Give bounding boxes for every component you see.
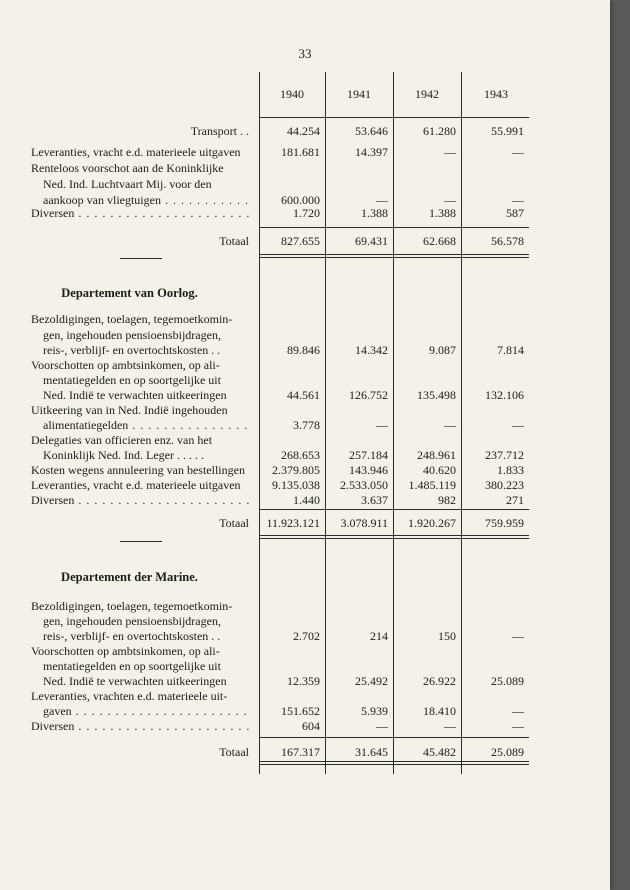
value-cell: 2.379.805 [272, 463, 320, 477]
label-voorschotten-cont: Ned. Indië te verwachten uitkeeringen [43, 674, 227, 688]
total-rule [259, 737, 529, 738]
value-cell: 53.646 [355, 124, 388, 138]
label-voorschotten-cont: mentatiegelden en op soortgelijke uit [43, 659, 221, 673]
value-cell: 7.814 [497, 343, 524, 357]
label-voorschotten: Voorschotten op ambtsinkomen, op ali- [31, 644, 220, 658]
value-cell: 3.078.911 [340, 516, 388, 530]
value-cell: 9.135.038 [272, 478, 320, 492]
value-cell: 5.939 [361, 704, 388, 718]
value-cell: 25.492 [355, 674, 388, 688]
total-rule [259, 227, 529, 228]
value-cell: — [444, 418, 456, 432]
label-delegaties: Delegaties van officieren enz. van het [31, 433, 213, 447]
label-voorschotten-cont: Ned. Indië te verwachten uitkeeringen [43, 388, 227, 402]
value-cell: 1.440 [293, 493, 320, 507]
label-diversen: Diversen . . . [31, 719, 249, 734]
value-cell: — [444, 719, 456, 733]
value-cell: 135.498 [417, 388, 456, 402]
value-cell: 1.833 [497, 463, 524, 477]
year-header-1940: 1940 [280, 87, 304, 101]
value-cell: 44.254 [287, 124, 320, 138]
value-cell: 45.482 [423, 745, 456, 759]
label-kosten: Kosten wegens annuleering van bestellingen [31, 463, 245, 477]
label-leveranties: Leveranties, vrachten e.d. materieele uit- [31, 689, 228, 703]
label-totaal: Totaal [219, 234, 249, 248]
value-cell: 1.485.119 [408, 478, 456, 492]
label-bezoldigingen: Bezoldigingen, toelagen, tegemoetkomin- [31, 599, 233, 613]
label-delegaties-cont: Koninklijk Ned. Ind. Leger . . . . . [43, 448, 204, 462]
value-cell: 257.184 [349, 448, 388, 462]
value-cell: 167.317 [281, 745, 320, 759]
value-cell: 14.397 [355, 145, 388, 159]
label-transport: Transport . . [190, 124, 249, 138]
value-cell: — [376, 719, 388, 733]
value-cell: 827.655 [281, 234, 320, 248]
label-diversen: Diversen . . . [31, 206, 249, 221]
value-cell: 2.702 [293, 629, 320, 643]
total-rule [259, 538, 529, 539]
header-rule [259, 117, 529, 118]
value-cell: 151.652 [281, 704, 320, 718]
label-bezoldigingen-cont: reis-, verblijf- en overtochtskosten . . [43, 629, 221, 643]
value-cell: — [512, 193, 524, 207]
total-rule [259, 535, 529, 536]
value-cell: 759.959 [485, 516, 524, 530]
heading-oorlog: Departement van Oorlog. [61, 286, 198, 300]
value-cell: — [512, 418, 524, 432]
value-cell: 69.431 [355, 234, 388, 248]
value-cell: 1.920.267 [408, 516, 456, 530]
value-cell: 56.578 [491, 234, 524, 248]
value-cell: 271 [506, 493, 524, 507]
total-rule [259, 257, 529, 258]
value-cell: — [512, 719, 524, 733]
value-cell: 1.388 [429, 206, 456, 220]
value-cell: 380.223 [485, 478, 524, 492]
value-cell: — [512, 704, 524, 718]
value-cell: 3.778 [293, 418, 320, 432]
value-cell: 89.846 [287, 343, 320, 357]
total-rule [259, 761, 529, 762]
heading-marine: Departement der Marine. [61, 570, 198, 584]
value-cell: 25.089 [491, 674, 524, 688]
value-cell: 12.359 [287, 674, 320, 688]
label-diversen: Diversen . . . [31, 493, 249, 508]
label-voorschotten: Voorschotten op ambtsinkomen, op ali- [31, 358, 220, 372]
value-cell: 61.280 [423, 124, 456, 138]
value-cell: — [376, 418, 388, 432]
label-bezoldigingen-cont: reis-, verblijf- en overtochtskosten . . [43, 343, 221, 357]
value-cell: 126.752 [349, 388, 388, 402]
section-separator [120, 541, 162, 542]
label-uitkeering: Uitkeering van in Ned. Indië ingehouden [31, 403, 228, 417]
value-cell: — [512, 145, 524, 159]
value-cell: 3.637 [361, 493, 388, 507]
value-cell: 982 [438, 493, 456, 507]
label-bezoldigingen-cont: gen, ingehouden pensioensbijdragen, [43, 614, 221, 628]
value-cell: 9.087 [429, 343, 456, 357]
total-rule [259, 254, 529, 255]
label-leveranties: Leveranties, vracht e.d. materieele uitgaven [31, 478, 241, 492]
value-cell: 11.923.121 [266, 516, 320, 530]
value-cell: 14.342 [355, 343, 388, 357]
value-cell: — [512, 629, 524, 643]
page-number: 33 [298, 46, 312, 61]
value-cell: 181.681 [281, 145, 320, 159]
year-header-1941: 1941 [347, 87, 371, 101]
value-cell: — [376, 193, 388, 207]
value-cell: 150 [438, 629, 456, 643]
value-cell: 587 [506, 206, 524, 220]
value-cell: 268.653 [281, 448, 320, 462]
label-renteloos-cont: aankoop van vliegtuigen . . . [43, 193, 249, 208]
value-cell: 214 [370, 629, 388, 643]
total-rule [259, 509, 529, 510]
value-cell: 1.388 [361, 206, 388, 220]
label-renteloos: Renteloos voorschot aan de Koninklijke [31, 161, 224, 175]
value-cell: 248.961 [417, 448, 456, 462]
year-header-1942: 1942 [415, 87, 439, 101]
section-separator [120, 258, 162, 259]
value-cell: 26.922 [423, 674, 456, 688]
value-cell: 62.668 [423, 234, 456, 248]
label-uitkeering-cont: alimentatiegelden . . . [43, 418, 249, 433]
label-totaal: Totaal [219, 516, 249, 530]
label-voorschotten-cont: mentatiegelden en op soortgelijke uit [43, 373, 221, 387]
value-cell: 143.946 [349, 463, 388, 477]
value-cell: 25.089 [491, 745, 524, 759]
value-cell: 55.991 [491, 124, 524, 138]
value-cell: 604 [302, 719, 320, 733]
value-cell: 31.645 [355, 745, 388, 759]
label-leveranties-cont: gaven . . . [43, 704, 249, 719]
label-bezoldigingen: Bezoldigingen, toelagen, tegemoetkomin- [31, 312, 233, 326]
value-cell: 44.561 [287, 388, 320, 402]
value-cell: 600.000 [281, 193, 320, 207]
value-cell: — [444, 145, 456, 159]
year-header-1943: 1943 [484, 87, 508, 101]
value-cell: 132.106 [485, 388, 524, 402]
value-cell: 237.712 [485, 448, 524, 462]
value-cell: 18.410 [423, 704, 456, 718]
label-renteloos-cont: Ned. Ind. Luchtvaart Mij. voor den [43, 177, 212, 191]
value-cell: 40.620 [423, 463, 456, 477]
label-leveranties: Leveranties, vracht e.d. materieele uitgaven [31, 145, 241, 159]
value-cell: 1.720 [293, 206, 320, 220]
label-bezoldigingen-cont: gen, ingehouden pensioensbijdragen, [43, 328, 221, 342]
label-totaal: Totaal [219, 745, 249, 759]
value-cell: — [444, 193, 456, 207]
value-cell: 2.533.050 [340, 478, 388, 492]
total-rule [259, 764, 529, 765]
